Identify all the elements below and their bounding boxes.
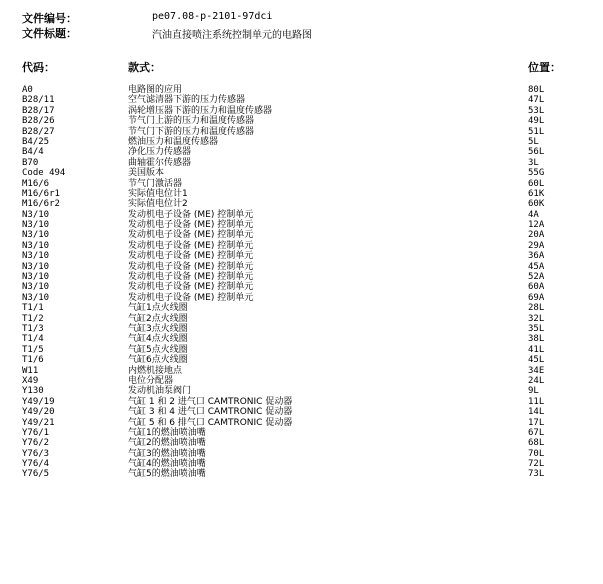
- description-cell: 发动机电子设备 (ME) 控制单元: [128, 220, 254, 231]
- code-cell: Y49/21: [22, 417, 55, 428]
- doc-number-value: pe07.08-p-2101-97dci: [152, 11, 273, 22]
- description-cell: 节气门下游的压力和温度传感器: [128, 126, 255, 137]
- table-row: [0, 293, 603, 303]
- table-row: [0, 106, 603, 116]
- code-cell: T1/6: [22, 355, 44, 366]
- position-cell: 12A: [528, 220, 545, 231]
- code-cell: M16/6r2: [22, 199, 60, 210]
- description-cell: 发动机电子设备 (ME) 控制单元: [128, 292, 254, 303]
- code-cell: T1/1: [22, 303, 44, 314]
- code-cell: N3/10: [22, 230, 50, 241]
- position-cell: 67L: [528, 427, 545, 438]
- position-cell: 68L: [528, 438, 545, 449]
- description-cell: 气缸4的燃油喷油嘴: [128, 459, 206, 470]
- table-row: [0, 303, 603, 313]
- position-cell: 32L: [528, 313, 545, 324]
- code-cell: N3/10: [22, 209, 50, 220]
- position-cell: 20A: [528, 230, 545, 241]
- table-row: [0, 251, 603, 261]
- position-cell: 29A: [528, 240, 545, 251]
- code-cell: Y130: [22, 386, 44, 397]
- position-cell: 14L: [528, 407, 545, 418]
- description-cell: 节气门激活器: [128, 178, 183, 189]
- code-cell: Y76/2: [22, 438, 50, 449]
- description-cell: 电位分配器: [128, 375, 174, 386]
- code-cell: Y76/3: [22, 448, 50, 459]
- doc-number-label: 文件编号：: [22, 12, 77, 25]
- table-row: [0, 366, 603, 376]
- header-model: 款式：: [128, 61, 161, 74]
- table-row: [0, 230, 603, 240]
- position-cell: 60K: [528, 199, 545, 210]
- description-cell: 气缸3点火线圈: [128, 323, 188, 334]
- position-cell: 11L: [528, 396, 545, 407]
- table-row: [0, 158, 603, 168]
- table-row: [0, 397, 603, 407]
- description-cell: 发动机电子设备 (ME) 控制单元: [128, 230, 254, 241]
- table-row: [0, 147, 603, 157]
- table-row: [0, 469, 603, 479]
- description-cell: 气缸 3 和 4 进气口 CAMTRONIC 促动器: [128, 407, 293, 418]
- position-cell: 60L: [528, 178, 545, 189]
- position-cell: 4A: [528, 209, 539, 220]
- description-cell: 实际值电位计2: [128, 199, 188, 210]
- description-cell: 气缸5的燃油喷油嘴: [128, 469, 206, 480]
- position-cell: 45L: [528, 355, 545, 366]
- table-row: [0, 272, 603, 282]
- description-cell: 电路图的应用: [128, 85, 183, 95]
- table-row: [0, 386, 603, 396]
- table-row: [0, 168, 603, 178]
- table-row: [0, 428, 603, 438]
- code-cell: N3/10: [22, 282, 50, 293]
- code-cell: W11: [22, 365, 39, 376]
- code-cell: T1/2: [22, 313, 44, 324]
- position-cell: 34E: [528, 365, 545, 376]
- position-cell: 49L: [528, 116, 545, 127]
- code-cell: B4/4: [22, 147, 44, 158]
- table-row: [0, 137, 603, 147]
- code-cell: B28/27: [22, 126, 55, 137]
- table-row: [0, 95, 603, 105]
- table-row: [0, 345, 603, 355]
- code-cell: M16/6r1: [22, 188, 60, 199]
- description-cell: 气缸 1 和 2 进气口 CAMTRONIC 促动器: [128, 396, 293, 407]
- table-row: [0, 220, 603, 230]
- position-cell: 36A: [528, 251, 545, 262]
- position-cell: 72L: [528, 459, 545, 470]
- position-cell: 53L: [528, 105, 545, 116]
- description-cell: 涡轮增压器下游的压力和温度传感器: [128, 105, 273, 116]
- code-cell: B28/17: [22, 105, 55, 116]
- code-cell: M16/6: [22, 178, 50, 189]
- code-cell: Y76/1: [22, 427, 50, 438]
- position-cell: 3L: [528, 157, 539, 168]
- table-row: [0, 262, 603, 272]
- table-row: [0, 407, 603, 417]
- description-cell: 发动机油泵阀门: [128, 386, 192, 397]
- position-cell: 55G: [528, 168, 545, 179]
- position-cell: 47L: [528, 95, 545, 106]
- table-row: [0, 314, 603, 324]
- table-row: [0, 449, 603, 459]
- code-cell: B28/11: [22, 95, 55, 106]
- legend-table: [0, 85, 603, 480]
- code-cell: X49: [22, 375, 39, 386]
- table-row: [0, 418, 603, 428]
- header-code: 代码：: [22, 61, 55, 74]
- table-row: [0, 438, 603, 448]
- code-cell: N3/10: [22, 272, 50, 283]
- code-cell: T1/5: [22, 344, 44, 355]
- table-row: [0, 189, 603, 199]
- table-row: [0, 199, 603, 209]
- description-cell: 内燃机接地点: [128, 365, 183, 376]
- description-cell: 发动机电子设备 (ME) 控制单元: [128, 240, 254, 251]
- code-cell: N3/10: [22, 261, 50, 272]
- code-cell: B28/26: [22, 116, 55, 127]
- table-row: [0, 179, 603, 189]
- description-cell: 气缸2的燃油喷油嘴: [128, 438, 206, 449]
- position-cell: 9L: [528, 386, 539, 397]
- table-row: [0, 85, 603, 95]
- doc-title-value: 汽油直接喷注系统控制单元的电路图: [152, 30, 312, 41]
- code-cell: Y49/20: [22, 407, 55, 418]
- position-cell: 80L: [528, 85, 545, 95]
- description-cell: 气缸2点火线圈: [128, 313, 188, 324]
- description-cell: 实际值电位计1: [128, 188, 188, 199]
- description-cell: 发动机电子设备 (ME) 控制单元: [128, 261, 254, 272]
- code-cell: N3/10: [22, 240, 50, 251]
- table-row: [0, 334, 603, 344]
- description-cell: 发动机电子设备 (ME) 控制单元: [128, 209, 254, 220]
- code-cell: Code 494: [22, 168, 66, 179]
- table-row: [0, 376, 603, 386]
- doc-title-label: 文件标题：: [22, 27, 77, 40]
- position-cell: 69A: [528, 292, 545, 303]
- code-cell: A0: [22, 85, 33, 95]
- position-cell: 52A: [528, 272, 545, 283]
- table-row: [0, 282, 603, 292]
- header-position: 位置：: [528, 61, 561, 74]
- position-cell: 61K: [528, 188, 545, 199]
- position-cell: 56L: [528, 147, 545, 158]
- position-cell: 70L: [528, 448, 545, 459]
- code-cell: T1/4: [22, 334, 44, 345]
- description-cell: 发动机电子设备 (ME) 控制单元: [128, 282, 254, 293]
- description-cell: 发动机电子设备 (ME) 控制单元: [128, 251, 254, 262]
- position-cell: 17L: [528, 417, 545, 428]
- position-cell: 38L: [528, 334, 545, 345]
- code-cell: B70: [22, 157, 39, 168]
- position-cell: 28L: [528, 303, 545, 314]
- position-cell: 41L: [528, 344, 545, 355]
- table-row: [0, 210, 603, 220]
- description-cell: 气缸5点火线圈: [128, 344, 188, 355]
- description-cell: 气缸4点火线圈: [128, 334, 188, 345]
- description-cell: 气缸1的燃油喷油嘴: [128, 427, 206, 438]
- description-cell: 发动机电子设备 (ME) 控制单元: [128, 272, 254, 283]
- table-row: [0, 127, 603, 137]
- position-cell: 45A: [528, 261, 545, 272]
- table-row: [0, 324, 603, 334]
- code-cell: N3/10: [22, 292, 50, 303]
- description-cell: 净化压力传感器: [128, 147, 192, 158]
- code-cell: N3/10: [22, 251, 50, 262]
- description-cell: 气缸1点火线圈: [128, 303, 188, 314]
- position-cell: 73L: [528, 469, 545, 480]
- description-cell: 空气滤清器下游的压力传感器: [128, 95, 246, 106]
- position-cell: 35L: [528, 323, 545, 334]
- table-row: [0, 459, 603, 469]
- description-cell: 美国版本: [128, 168, 165, 179]
- code-cell: T1/3: [22, 323, 44, 334]
- description-cell: 气缸 5 和 6 排气口 CAMTRONIC 促动器: [128, 417, 293, 428]
- table-row: [0, 241, 603, 251]
- position-cell: 24L: [528, 375, 545, 386]
- code-cell: B4/25: [22, 136, 50, 147]
- position-cell: 51L: [528, 126, 545, 137]
- description-cell: 气缸6点火线圈: [128, 355, 188, 366]
- code-cell: Y49/19: [22, 396, 55, 407]
- description-cell: 气缸3的燃油喷油嘴: [128, 448, 206, 459]
- description-cell: 节气门上游的压力和温度传感器: [128, 116, 255, 127]
- table-row: [0, 355, 603, 365]
- description-cell: 燃油压力和温度传感器: [128, 136, 219, 147]
- position-cell: 60A: [528, 282, 545, 293]
- code-cell: Y76/4: [22, 459, 50, 470]
- position-cell: 5L: [528, 136, 539, 147]
- code-cell: N3/10: [22, 220, 50, 231]
- table-row: [0, 116, 603, 126]
- description-cell: 曲轴霍尔传感器: [128, 157, 192, 168]
- code-cell: Y76/5: [22, 469, 50, 480]
